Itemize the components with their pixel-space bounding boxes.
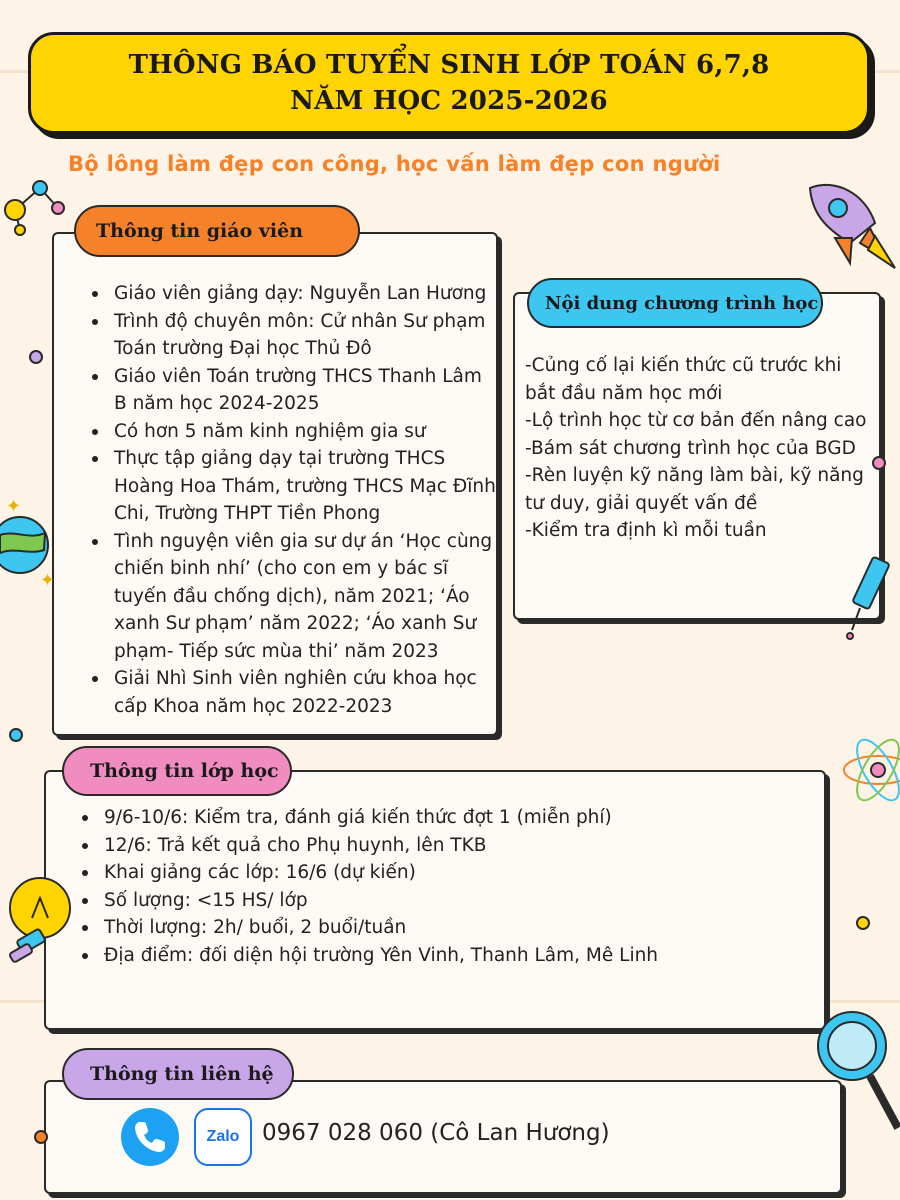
teacher-info-card — [52, 232, 498, 736]
sparkle-icon: ✦ — [40, 570, 56, 591]
class-info-card — [44, 770, 826, 1030]
list-item: Giáo viên Toán trường THCS Thanh Lâm B năm học 2024-2025 — [114, 363, 499, 418]
decor-dot — [29, 350, 43, 364]
title-line-2: NĂM HỌC 2025-2026 — [290, 86, 608, 116]
decor-dot — [9, 728, 23, 742]
list-item: 9/6-10/6: Kiểm tra, đánh giá kiến thức đợt 1 (miễn phí) — [104, 804, 834, 832]
list-item: Tình nguyện viên gia sư dự án ‘Học cùng chiến binh nhí’ (cho con em y bác sĩ tuyến đầu chống dịch), năm 2021; ‘Áo xanh Sư phạm’ năm 2022; ‘Áo xanh Sư phạm- Tiếp sức mùa thi’ năm 2023 — [114, 528, 499, 666]
contact-heading-text: Thông tin liên hệ — [90, 1063, 274, 1085]
list-item: Khai giảng các lớp: 16/6 (dự kiến) — [104, 859, 834, 887]
magnifier-icon — [810, 998, 900, 1138]
teacher-info-heading-text: Thông tin giáo viên — [96, 220, 304, 242]
program-item: -Bám sát chương trình học của BGD — [525, 437, 856, 459]
list-item: 12/6: Trả kết quả cho Phụ huynh, lên TKB — [104, 832, 834, 860]
teacher-info-heading — [74, 205, 360, 257]
list-item: Giải Nhì Sinh viên nghiên cứu khoa học cấp Khoa năm học 2022-2023 — [114, 665, 499, 720]
zalo-icon[interactable] — [194, 1108, 252, 1166]
syringe-icon — [840, 548, 900, 643]
program-item: -Lộ trình học từ cơ bản đến nâng cao — [525, 410, 867, 431]
molecule-icon — [0, 168, 70, 238]
list-item: Thời lượng: 2h/ buổi, 2 buổi/tuần — [104, 914, 834, 942]
list-item: Địa điểm: đối diện hội trường Yên Vinh, Thanh Lâm, Mê Linh — [104, 942, 834, 970]
sparkle-icon: ✦ — [6, 496, 22, 517]
zalo-icon-label: Zalo — [206, 1128, 240, 1145]
contact-heading — [62, 1048, 294, 1100]
program-item: -Rèn luyện kỹ năng làm bài, kỹ năng tư duy, giải quyết vấn đề — [525, 465, 864, 514]
program-content-heading-text: Nội dung chương trình học — [545, 292, 819, 314]
title-banner — [28, 32, 870, 134]
list-item: Trình độ chuyên môn: Cử nhân Sư phạm Toán trường Đại học Thủ Đô — [114, 308, 499, 363]
program-item: -Củng cố lại kiến thức cũ trước khi bắt đầu năm học mới — [525, 355, 842, 404]
list-item: Số lượng: <15 HS/ lớp — [104, 887, 834, 915]
program-content-card — [513, 292, 881, 620]
list-item: Giáo viên giảng dạy: Nguyễn Lan Hương — [114, 280, 499, 308]
tagline: Bộ lông làm đẹp con công, học vấn làm đẹp con người — [68, 152, 721, 176]
decor-dot — [34, 1130, 48, 1144]
program-content-list — [525, 352, 871, 545]
contact-phone: 0967 028 060 (Cô Lan Hương) — [262, 1120, 610, 1146]
light-bulb-icon — [0, 868, 80, 978]
title-line-1: THÔNG BÁO TUYỂN SINH LỚP TOÁN 6,7,8 — [128, 50, 770, 80]
program-item: -Kiểm tra định kì mỗi tuần — [525, 520, 767, 541]
atom-icon — [838, 722, 900, 822]
decor-dot — [872, 456, 886, 470]
class-info-heading-text: Thông tin lớp học — [90, 760, 279, 782]
list-item: Có hơn 5 năm kinh nghiệm gia sư — [114, 418, 499, 446]
decor-dot — [856, 916, 870, 930]
class-info-heading — [62, 746, 292, 796]
teacher-info-list — [84, 280, 499, 720]
program-content-heading — [527, 278, 823, 328]
phone-icon[interactable] — [121, 1108, 179, 1166]
class-info-list — [74, 804, 834, 969]
rocket-icon — [790, 168, 900, 278]
list-item: Thực tập giảng dạy tại trường THCS Hoàng Hoa Thám, trường THCS Mạc Đĩnh Chi, Trường THPT Tiền Phong — [114, 445, 499, 528]
